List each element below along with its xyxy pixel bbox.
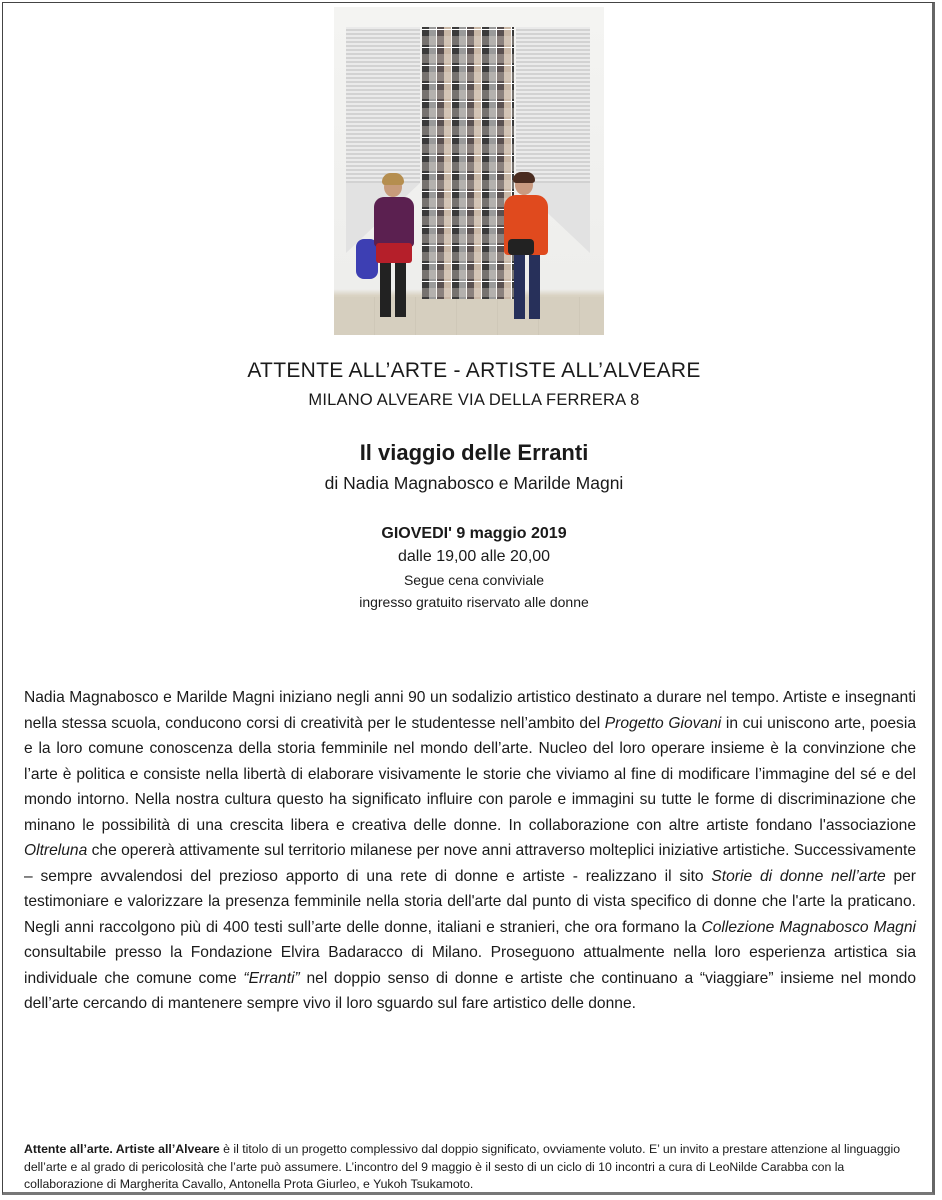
flyer-page [2,2,935,1195]
project-note-text: è il titolo di un progetto complessivo dal doppio significato, ovviamente voluto. E’ un invito a prestare attenzione al linguaggio dell’arte e al grado di pericolosità che l’arte può assumere. L’incontro del 9 maggio è il sesto di un ciclo di 10 incontri a cura di LeoNilde Carabba con la collaborazione di Margherita Cavallo, Antonella Prota Giurleo, e Yukoh Tsukamoto. [24,1142,901,1191]
person-left-hair [382,173,404,185]
event-authors: di Nadia Magnabosco e Marilde Magni [324,473,624,493]
description-text: in cui uniscono arte, poesia e la loro comune conoscenza della storia femminile nel mondo dell’arte. Nucleo del loro operare insieme è la convinzione che l’arte è politica e consiste nella libertà di elaborare visivamente le storie che viviamo al fine di modificare l’immagine del sé e del mondo intorno. Nella nostra cultura questo ha significato influire con parole e immagini su tutte le forme di discriminazione che minano le possibilità di una crescita libera e creativa delle donne. In collaborazione con altre artiste fondano l'associazione [24,714,916,834]
description-text: che opererà attivamente sul territorio milanese per nove anni attraverso molteplici iniziative artistiche. Successivamente – sempre avvalendosi del prezioso apporto di una rete di donne e artiste - realizzano il sito [24,842,916,885]
description-text: nel doppio senso di donne e artiste che continuano a “viaggiare” insieme nel mondo dell’arte cercando di mantenere sempre vivo il loro sguardo sul fare artistico delle donne. [24,969,916,1012]
person-left-legs [380,263,406,317]
person-right-bag [508,239,534,255]
person-left-skirt [376,243,412,263]
person-left-body [374,197,414,247]
description-text: consultabile presso la Fondazione Elvira Badaracco di Milano. Proseguono attualmente nella loro esperienza artistica sia individuale che comune come [24,944,916,987]
artists-photo-icon [334,7,604,335]
venue-address: MILANO ALVEARE VIA DELLA FERRERA 8 [308,391,640,409]
description-italic: Progetto Giovani [604,714,722,732]
artwork-right-panel [516,27,590,183]
project-name: Attente all’arte. Artiste all’Alveare [24,1142,220,1156]
description-italic: Collezione Magnabosco Magni [701,918,916,936]
event-title: Il viaggio delle Erranti [359,440,589,465]
artwork-left-panel [346,27,420,183]
person-right-hair [513,172,535,183]
artwork-collage [422,27,514,299]
project-note [24,1141,916,1194]
event-note-entry: ingresso gratuito riservato alle donne [359,594,589,610]
person-right-legs [514,255,540,319]
description-paragraph [24,685,916,1017]
description-italic: Storie di donne nell’arte [711,867,886,885]
event-note-dinner: Segue cena conviviale [403,572,545,588]
description-text: per testimoniare e valorizzare la presenza femminile nella storia dell'arte dal punto di vista specifico di donne che l'arte la praticano. Negli anni raccolgono più di 400 testi sull’arte delle donne, italiani e stranieri, che ora formano la [24,867,916,936]
description-italic: Oltreluna [24,842,88,859]
event-date: GIOVEDI' 9 maggio 2019 [381,525,567,542]
floor [334,297,604,335]
event-time: dalle 19,00 alle 20,00 [397,548,551,565]
description-italic: “Erranti” [243,969,300,987]
description-text: Nadia Magnabosco e Marilde Magni iniziano negli anni 90 un sodalizio artistico destinato a durare nel tempo. Artiste e insegnanti nella stessa scuola, conducono corsi di creatività per le studentesse nell’ambito del [24,689,916,732]
series-title: ATTENTE ALL’ARTE - ARTISTE ALL’ALVEARE [247,359,701,382]
